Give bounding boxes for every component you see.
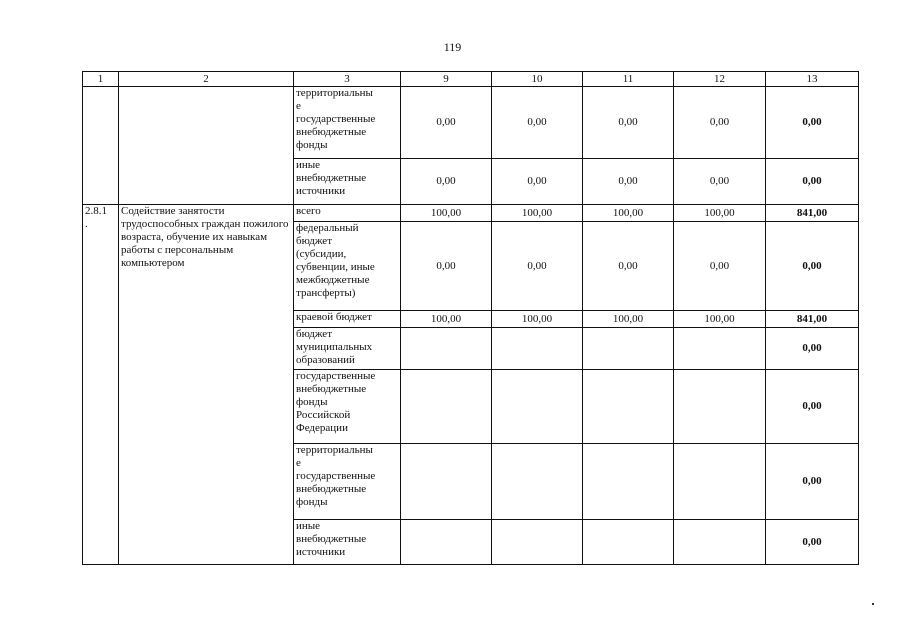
value-cell — [674, 328, 766, 370]
budget-table — [82, 71, 859, 565]
total-cell: 841,00 — [766, 205, 859, 222]
total-cell: 0,00 — [766, 444, 859, 520]
value-cell: 0,00 — [674, 222, 766, 311]
value-cell: 0,00 — [674, 159, 766, 205]
value-cell — [674, 520, 766, 565]
value-cell — [583, 370, 674, 444]
header-cell: 10 — [492, 72, 583, 87]
item-name-cell: Содействие занятости трудоспособных граждан пожилого возраста, обучение их навыкам работы с персональным компьютером — [119, 205, 294, 565]
value-cell: 0,00 — [492, 159, 583, 205]
total-cell: 0,00 — [766, 328, 859, 370]
total-cell: 0,00 — [766, 370, 859, 444]
source-cell: государственные внебюджетные фонды Российской Федерации — [294, 370, 401, 444]
item-name-cell — [119, 87, 294, 205]
value-cell: 100,00 — [401, 205, 492, 222]
header-cell: 1 — [83, 72, 119, 87]
value-cell: 100,00 — [583, 311, 674, 328]
total-cell: 0,00 — [766, 87, 859, 159]
value-cell — [492, 444, 583, 520]
header-cell: 13 — [766, 72, 859, 87]
value-cell — [401, 370, 492, 444]
source-cell: территориальны е государственные внебюджетные фонды — [294, 444, 401, 520]
value-cell — [583, 444, 674, 520]
scan-speck — [872, 603, 874, 605]
value-cell: 0,00 — [401, 159, 492, 205]
value-cell: 0,00 — [492, 87, 583, 159]
value-cell: 0,00 — [492, 222, 583, 311]
value-cell: 0,00 — [401, 222, 492, 311]
source-cell: иные внебюджетные источники — [294, 159, 401, 205]
table-header-row — [83, 72, 859, 87]
value-cell: 0,00 — [583, 87, 674, 159]
value-cell: 100,00 — [674, 311, 766, 328]
table-body — [83, 72, 859, 565]
value-cell — [674, 370, 766, 444]
source-cell: иные внебюджетные источники — [294, 520, 401, 565]
table-row — [83, 205, 859, 222]
header-cell: 3 — [294, 72, 401, 87]
value-cell — [401, 328, 492, 370]
value-cell — [492, 328, 583, 370]
header-cell: 12 — [674, 72, 766, 87]
value-cell: 0,00 — [583, 222, 674, 311]
total-cell: 841,00 — [766, 311, 859, 328]
header-cell: 11 — [583, 72, 674, 87]
value-cell: 100,00 — [492, 311, 583, 328]
value-cell: 100,00 — [583, 205, 674, 222]
value-cell: 0,00 — [674, 87, 766, 159]
value-cell: 100,00 — [674, 205, 766, 222]
source-cell: краевой бюджет — [294, 311, 401, 328]
header-cell: 9 — [401, 72, 492, 87]
source-cell: бюджет муниципальных образований — [294, 328, 401, 370]
item-number-cell: 2.8.1 . — [83, 205, 119, 565]
total-cell: 0,00 — [766, 222, 859, 311]
source-cell: всего — [294, 205, 401, 222]
value-cell — [583, 328, 674, 370]
page-number: 119 — [443, 40, 462, 54]
total-cell: 0,00 — [766, 159, 859, 205]
value-cell: 100,00 — [401, 311, 492, 328]
value-cell — [674, 444, 766, 520]
value-cell: 0,00 — [401, 87, 492, 159]
total-cell: 0,00 — [766, 520, 859, 565]
value-cell — [583, 520, 674, 565]
value-cell — [492, 370, 583, 444]
value-cell: 0,00 — [583, 159, 674, 205]
value-cell — [401, 520, 492, 565]
value-cell: 100,00 — [492, 205, 583, 222]
value-cell — [401, 444, 492, 520]
item-number-cell — [83, 87, 119, 205]
source-cell: территориальны е государственные внебюджетные фонды — [294, 87, 401, 159]
source-cell: федеральный бюджет (субсидии, субвенции, иные межбюджетные трансферты) — [294, 222, 401, 311]
value-cell — [492, 520, 583, 565]
header-cell: 2 — [119, 72, 294, 87]
table-row — [83, 87, 859, 159]
